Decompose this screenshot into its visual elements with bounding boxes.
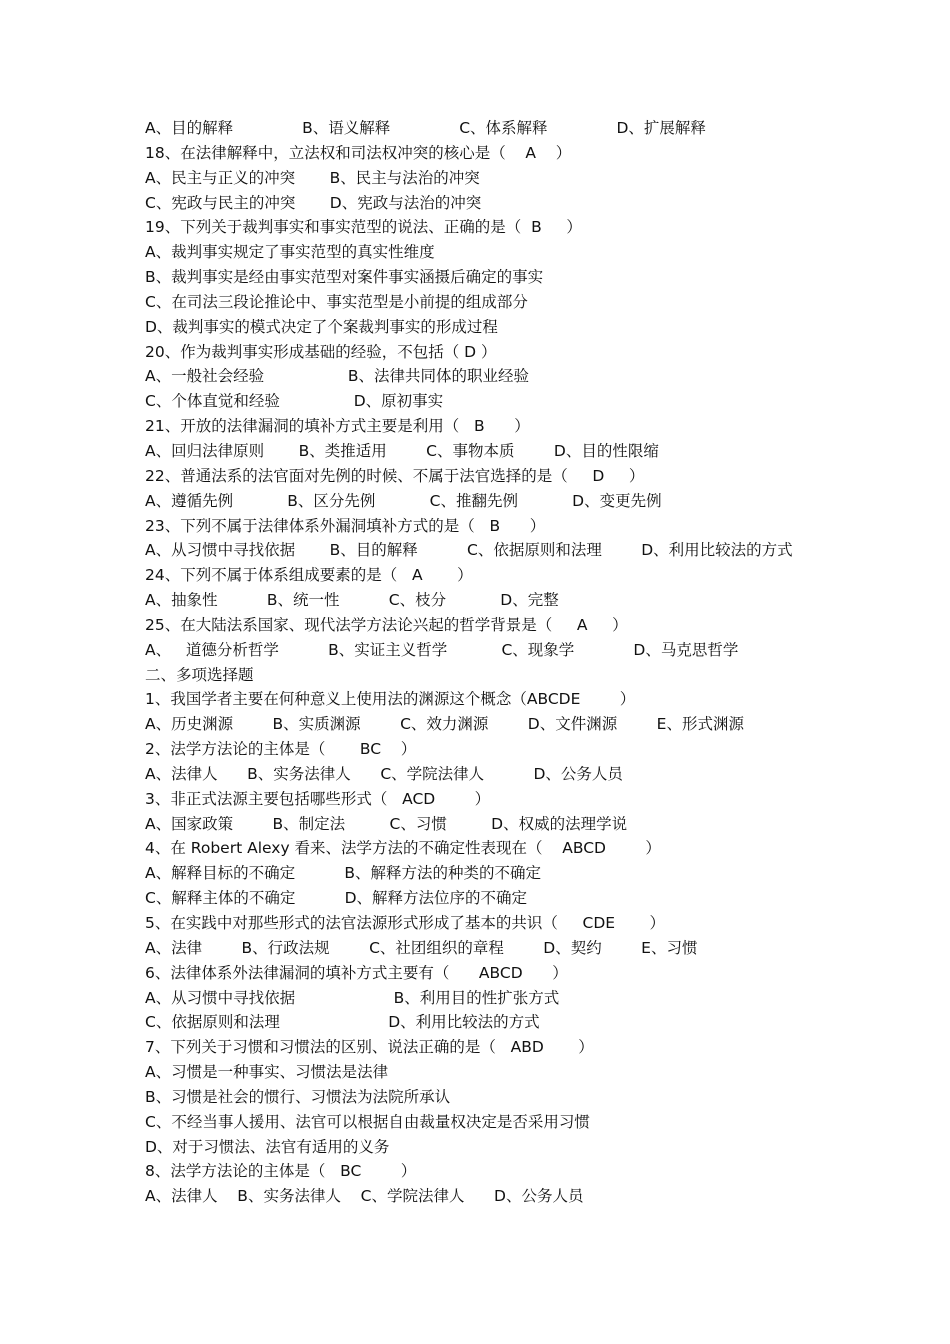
- options-line: A、遵循先例 B、区分先例 C、推翻先例 D、变更先例: [145, 491, 662, 510]
- option-line: C、在司法三段论推论中、事实范型是小前提的组成部分: [145, 292, 528, 311]
- options-line: A、抽象性 B、统一性 C、枝分 D、完整: [145, 591, 559, 610]
- option-line: A、裁判事实规定了事实范型的真实性维度: [145, 243, 435, 262]
- options-line: C、个体直觉和经验 D、原初事实: [145, 392, 444, 411]
- options-line: A、 道德分析哲学 B、实证主义哲学 C、现象学 D、马克思哲学: [145, 640, 739, 659]
- question-25: 25、在大陆法系国家、现代法学方法论兴起的哲学背景是（ A ）: [145, 615, 628, 634]
- options-line: A、法律人 B、实务法律人 C、学院法律人 D、公务人员: [145, 764, 623, 783]
- options-line: A、从习惯中寻找依据 B、目的解释 C、依据原则和法理 D、利用比较法的方式: [145, 541, 793, 560]
- multi-question-7: 7、下列关于习惯和习惯法的区别、说法正确的是（ ABD ）: [145, 1038, 594, 1057]
- question-22: 22、普通法系的法官面对先例的时候、不属于法官选择的是（ D ）: [145, 466, 645, 485]
- option-line: B、裁判事实是经由事实范型对案件事实涵摄后确定的事实: [145, 268, 544, 287]
- text-line: A、目的解释 B、语义解释 C、体系解释 D、扩展解释: [145, 119, 706, 137]
- options-line: A、法律人 B、实务法律人 C、学院法律人 D、公务人员: [145, 1187, 584, 1206]
- document-body: [145, 116, 865, 1209]
- options-line: A、从习惯中寻找依据 B、利用目的性扩张方式: [145, 988, 560, 1007]
- multi-question-2: 2、法学方法论的主体是（ BC ）: [145, 740, 417, 759]
- question-19: 19、下列关于裁判事实和事实范型的说法、正确的是（ B ）: [145, 218, 582, 237]
- option-line: D、裁判事实的模式决定了个案裁判事实的形成过程: [145, 317, 498, 336]
- multi-question-6: 6、法律体系外法律漏洞的填补方式主要有（ ABCD ）: [145, 963, 568, 982]
- question-24: 24、下列不属于体系组成要素的是（ A ）: [145, 566, 473, 585]
- question-20: 20、作为裁判事实形成基础的经验，不包括（ D ）: [145, 342, 497, 361]
- options-line: A、历史渊源 B、实质渊源 C、效力渊源 D、文件渊源 E、形式渊源: [145, 715, 744, 734]
- options-line: A、国家政策 B、制定法 C、习惯 D、权威的法理学说: [145, 814, 628, 833]
- option-line: C、不经当事人援用、法官可以根据自由裁量权决定是否采用习惯: [145, 1112, 590, 1131]
- options-line: C、宪政与民主的冲突 D、宪政与法治的冲突: [145, 193, 482, 212]
- question-18: 18、在法律解释中，立法权和司法权冲突的核心是（ A ）: [145, 143, 572, 162]
- options-line: A、法律 B、行政法规 C、社团组织的章程 D、契约 E、习惯: [145, 938, 698, 957]
- options-line: A、民主与正义的冲突 B、民主与法治的冲突: [145, 168, 480, 187]
- options-line: A、解释目标的不确定 B、解释方法的种类的不确定: [145, 864, 542, 883]
- options-line: C、依据原则和法理 D、利用比较法的方式: [145, 1013, 540, 1032]
- option-line: A、习惯是一种事实、习惯法是法律: [145, 1063, 389, 1082]
- multi-question-8: 8、法学方法论的主体是（ BC ）: [145, 1162, 417, 1181]
- multi-question-4: 4、在 Robert Alexy 看来、法学方法的不确定性表现在（ ABCD ）: [145, 839, 661, 858]
- options-line: A、回归法律原则 B、类推适用 C、事物本质 D、目的性限缩: [145, 441, 659, 460]
- option-line: B、习惯是社会的惯行、习惯法为法院所承认: [145, 1087, 451, 1106]
- multi-question-5: 5、在实践中对那些形式的法官法源形式形成了基本的共识（ CDE ）: [145, 914, 666, 932]
- multi-question-3: 3、非正式法源主要包括哪些形式（ ACD ）: [145, 789, 491, 808]
- question-21: 21、开放的法律漏洞的填补方式主要是利用（ B ）: [145, 417, 530, 436]
- options-line: A、一般社会经验 B、法律共同体的职业经验: [145, 367, 529, 386]
- multi-question-1: 1、我国学者主要在何种意义上使用法的渊源这个概念（ABCDE ）: [145, 690, 636, 709]
- options-line: C、解释主体的不确定 D、解释方法位序的不确定: [145, 889, 528, 908]
- option-line: D、对于习惯法、法官有适用的义务: [145, 1137, 390, 1156]
- question-23: 23、下列不属于法律体系外漏洞填补方式的是（ B ）: [145, 516, 546, 535]
- section-heading: 二、多项选择题: [145, 665, 254, 684]
